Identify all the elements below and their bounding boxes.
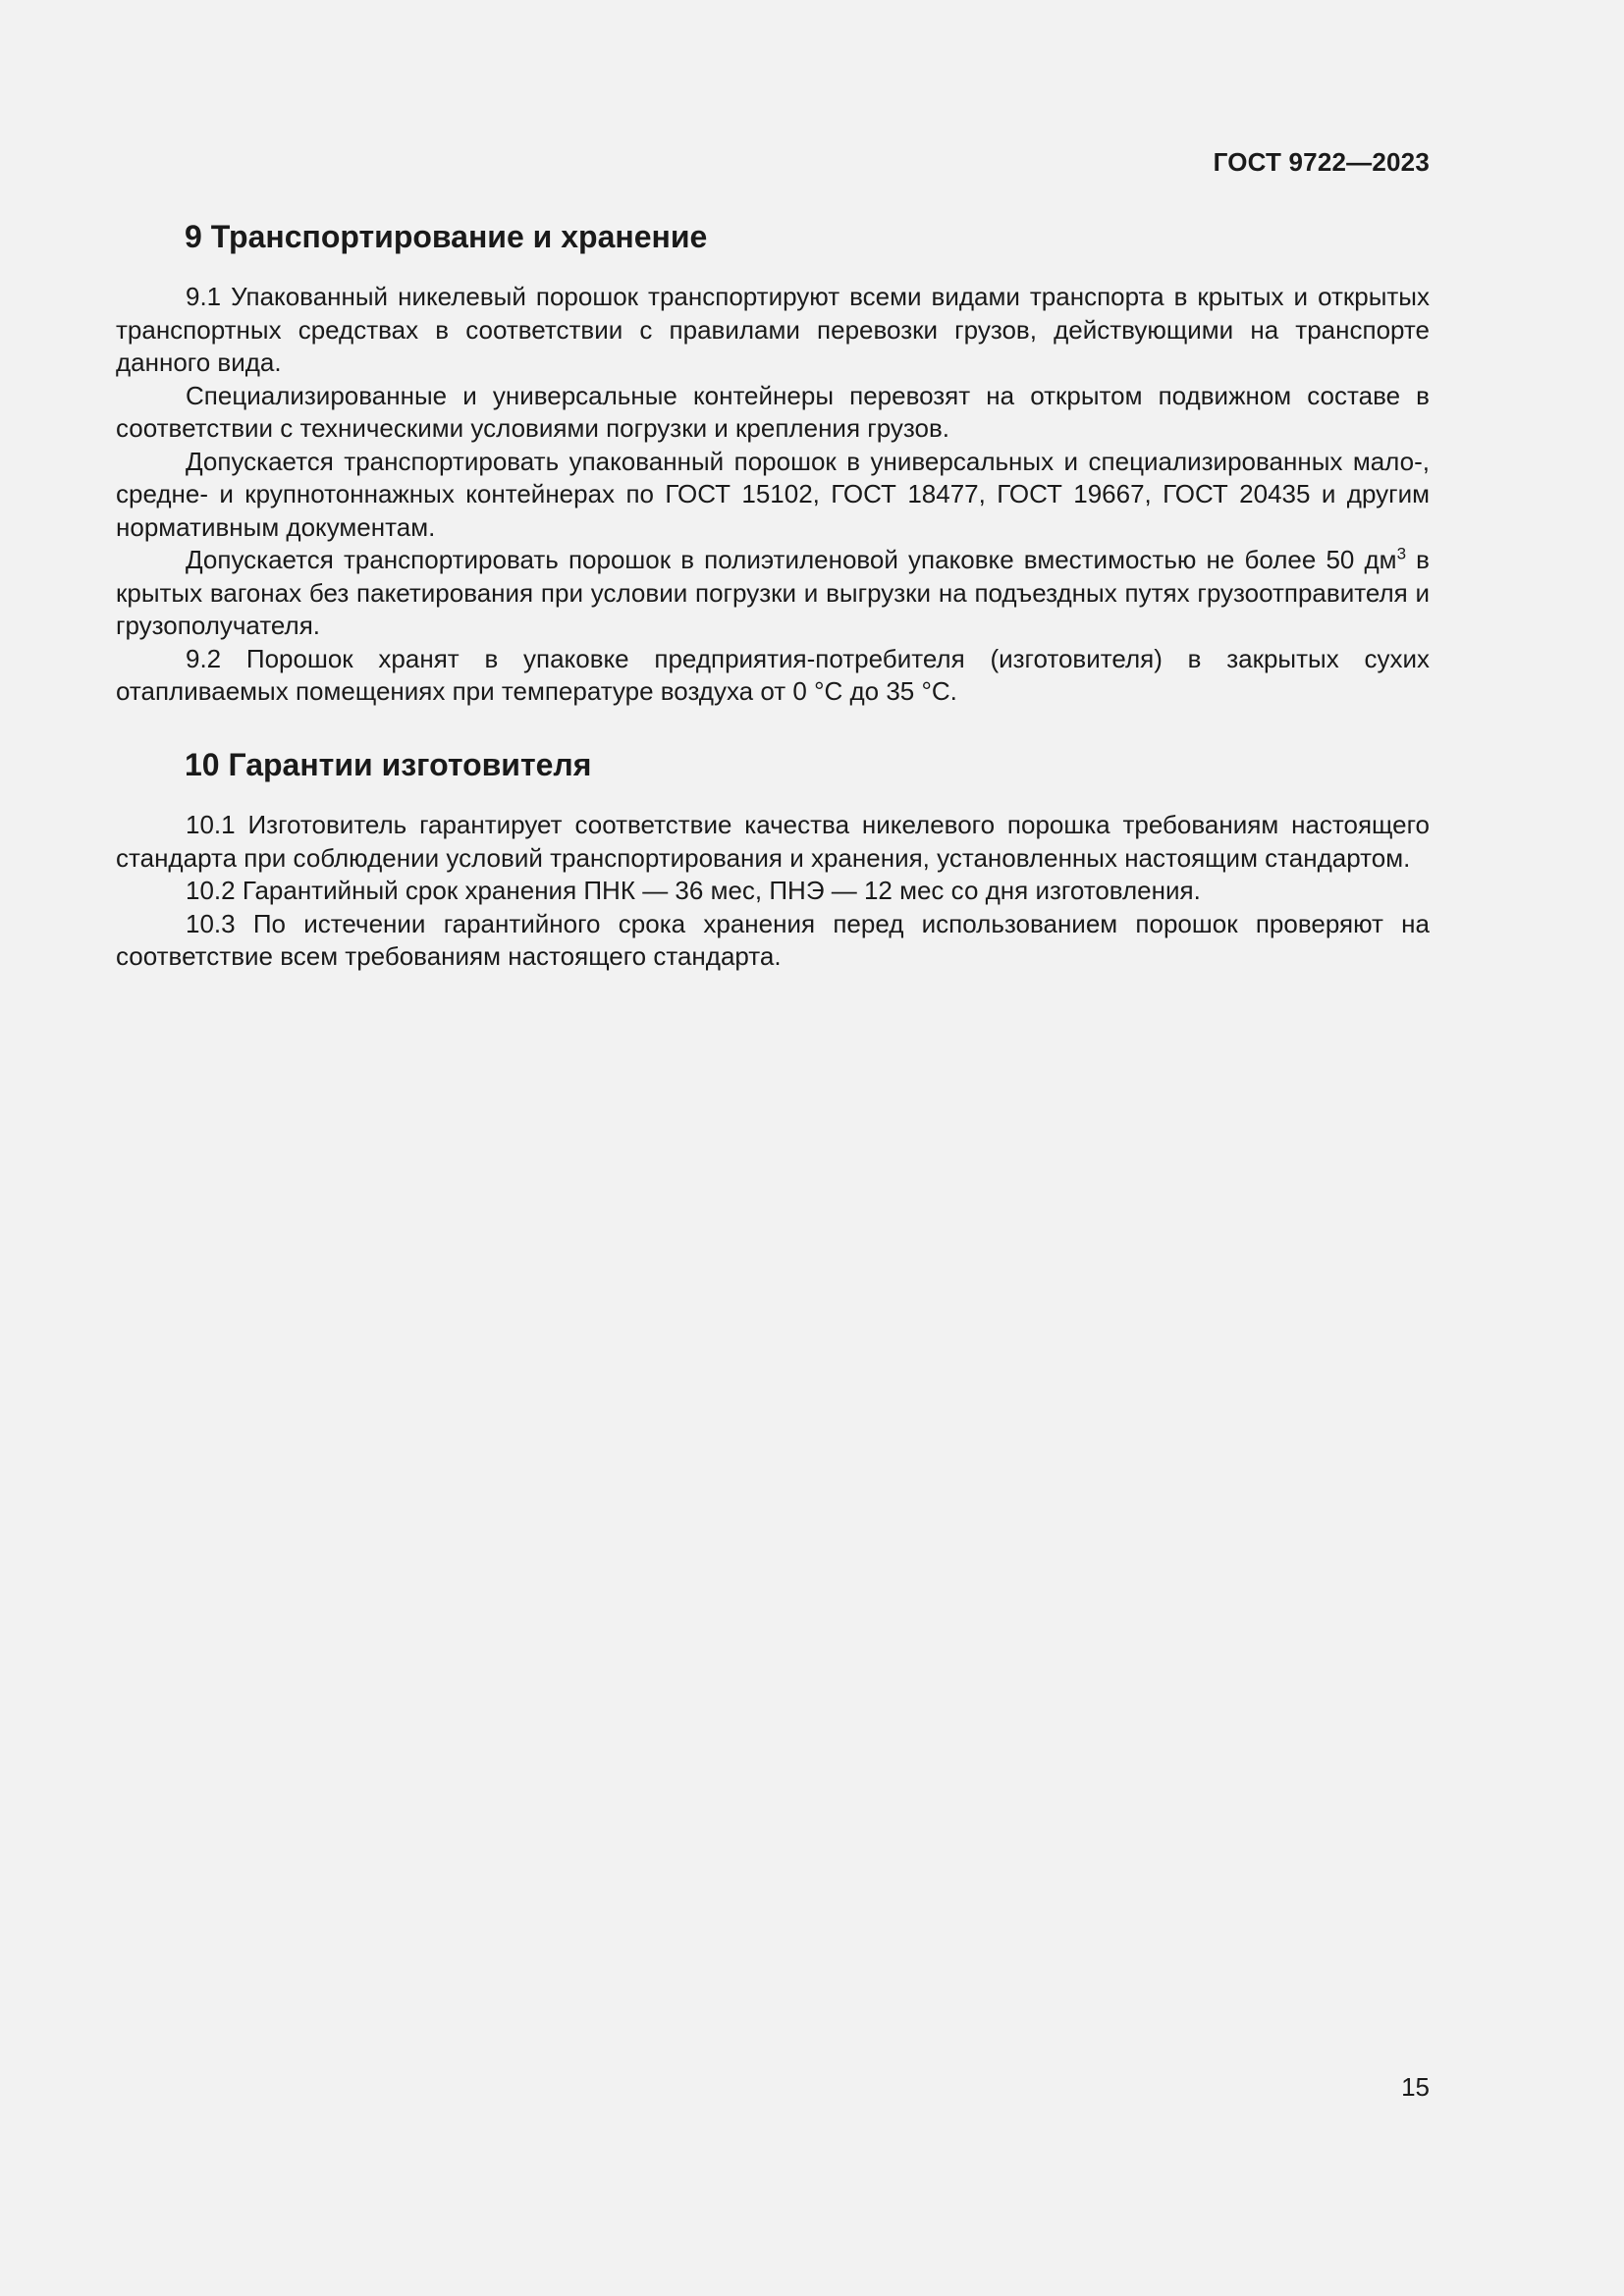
paragraph-9-2: 9.2 Порошок хранят в упаковке предприятия-потребителя (изготовителя) в закрытых сухих отапливаемых помещениях при температуре воздуха от 0 °С до 35 °С. <box>116 643 1430 707</box>
superscript: 3 <box>1396 544 1407 563</box>
paragraph-containers: Специализированные и универсальные контейнеры перевозят на открытом подвижном составе в соответствии с техническими условиями погрузки и крепления грузов. <box>116 380 1430 444</box>
document-code-header: ГОСТ 9722—2023 <box>1213 147 1430 177</box>
section-transport-storage <box>116 218 1430 709</box>
document-body <box>116 218 1430 974</box>
section-heading: 9 Транспортирование и хранение <box>185 219 708 254</box>
paragraph-tonnage-containers: Допускается транспортировать упакованный порошок в универсальных и специализированных мало-, средне- и крупнотоннажных контейнерах по ГОСТ 15102, ГОСТ 18477, ГОСТ 19667, ГОСТ 20435 и другим нормативным документам. <box>116 446 1430 542</box>
paragraph-text-part: в крытых вагонах без пакетирования при условии погрузки и выгрузки на подъездных путях грузоотправителя и грузополучателя. <box>116 545 1430 641</box>
paragraph-9-1: 9.1 Упакованный никелевый порошок транспортируют всеми видами транспорта в крытых и открытых транспортных средствах в соответствии с правилами перевозки грузов, действующими на транспорте данного вида. <box>116 282 1430 378</box>
paragraph-polyethylene-packaging <box>116 544 1430 643</box>
paragraph-10-2: 10.2 Гарантийный срок хранения ПНК — 36 мес, ПНЭ — 12 мес со дня изготовления. <box>186 876 1201 906</box>
section-heading: 10 Гарантии изготовителя <box>185 746 592 782</box>
paragraph-10-1: 10.1 Изготовитель гарантирует соответствие качества никелевого порошка требованиям настоящего стандарта при соблюдении условий транспортирования и хранения, установленных настоящим стандартом. <box>116 810 1430 873</box>
paragraph-10-3: 10.3 По истечении гарантийного срока хранения перед использованием порошок проверяют на соответствие всем требованиям настоящего стандарта. <box>116 908 1430 972</box>
page-number: 15 <box>1401 2072 1430 2102</box>
paragraph-text-part: Допускается транспортировать порошок в полиэтиленовой упаковке вместимостью не более 50 дм <box>186 545 1397 575</box>
section-manufacturer-guarantee <box>116 746 1430 974</box>
